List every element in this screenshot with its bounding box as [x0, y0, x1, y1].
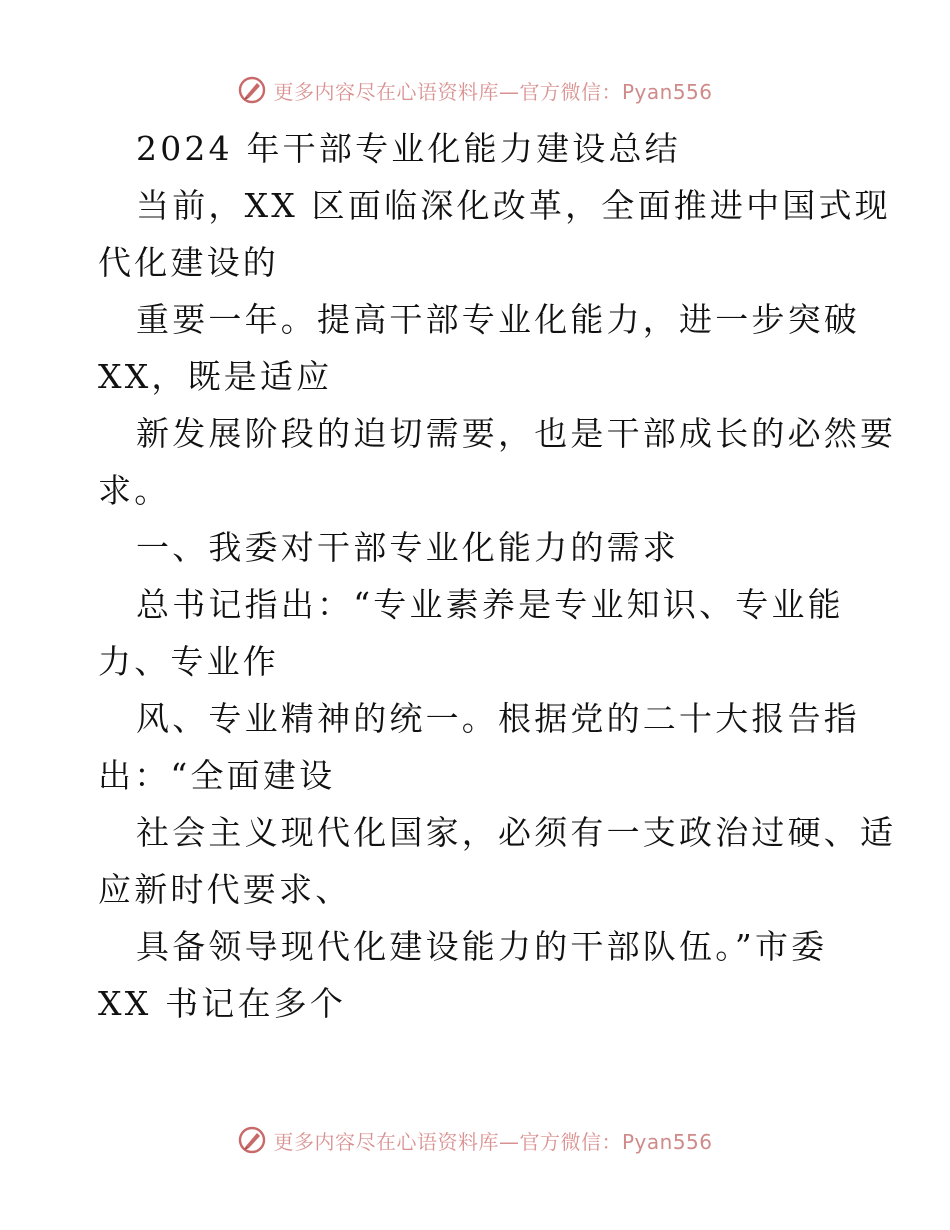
text-line: 出：“全面建设 [98, 756, 336, 795]
text-line: 社会主义现代化国家，必须有一支政治过硬、适 [136, 813, 897, 852]
text-line: 代化建设的 [98, 243, 279, 282]
watermark-wechat-id: Pyan556 [621, 79, 713, 104]
text-line: 应新时代要求、 [98, 870, 352, 909]
watermark-text: 更多内容尽在心语资料库—官方微信：Pyan556 [273, 1129, 713, 1154]
footer-watermark [0, 1120, 950, 1160]
document-title: 2024 年干部专业化能力建设总结 [136, 129, 681, 168]
text-line: 风、专业精神的统一。根据党的二十大报告指 [136, 699, 860, 738]
document-body [98, 120, 897, 1032]
text-line: 求。 [98, 471, 171, 510]
text-line: 一、我委对干部专业化能力的需求 [136, 528, 679, 567]
watermark-text: 更多内容尽在心语资料库—官方微信：Pyan556 [273, 79, 713, 104]
text-line: 当前，XX 区面临深化改革，全面推进中国式现 [136, 186, 891, 225]
text-line: XX 书记在多个 [98, 984, 347, 1023]
text-line: 新发展阶段的迫切需要，也是干部成长的必然要 [136, 414, 897, 453]
text-line: 具备领导现代化建设能力的干部队伍。”市委 [136, 927, 828, 966]
watermark-wechat-id: Pyan556 [621, 1129, 713, 1154]
text-line: XX，既是适应 [98, 357, 333, 396]
pen-logo-icon [237, 75, 267, 105]
text-line: 力、专业作 [98, 642, 279, 681]
pen-logo-icon [237, 1125, 267, 1155]
text-line: 总书记指出：“专业素养是专业知识、专业能 [136, 585, 844, 624]
header-watermark [0, 70, 950, 110]
text-line: 重要一年。提高干部专业化能力，进一步突破 [136, 300, 860, 339]
